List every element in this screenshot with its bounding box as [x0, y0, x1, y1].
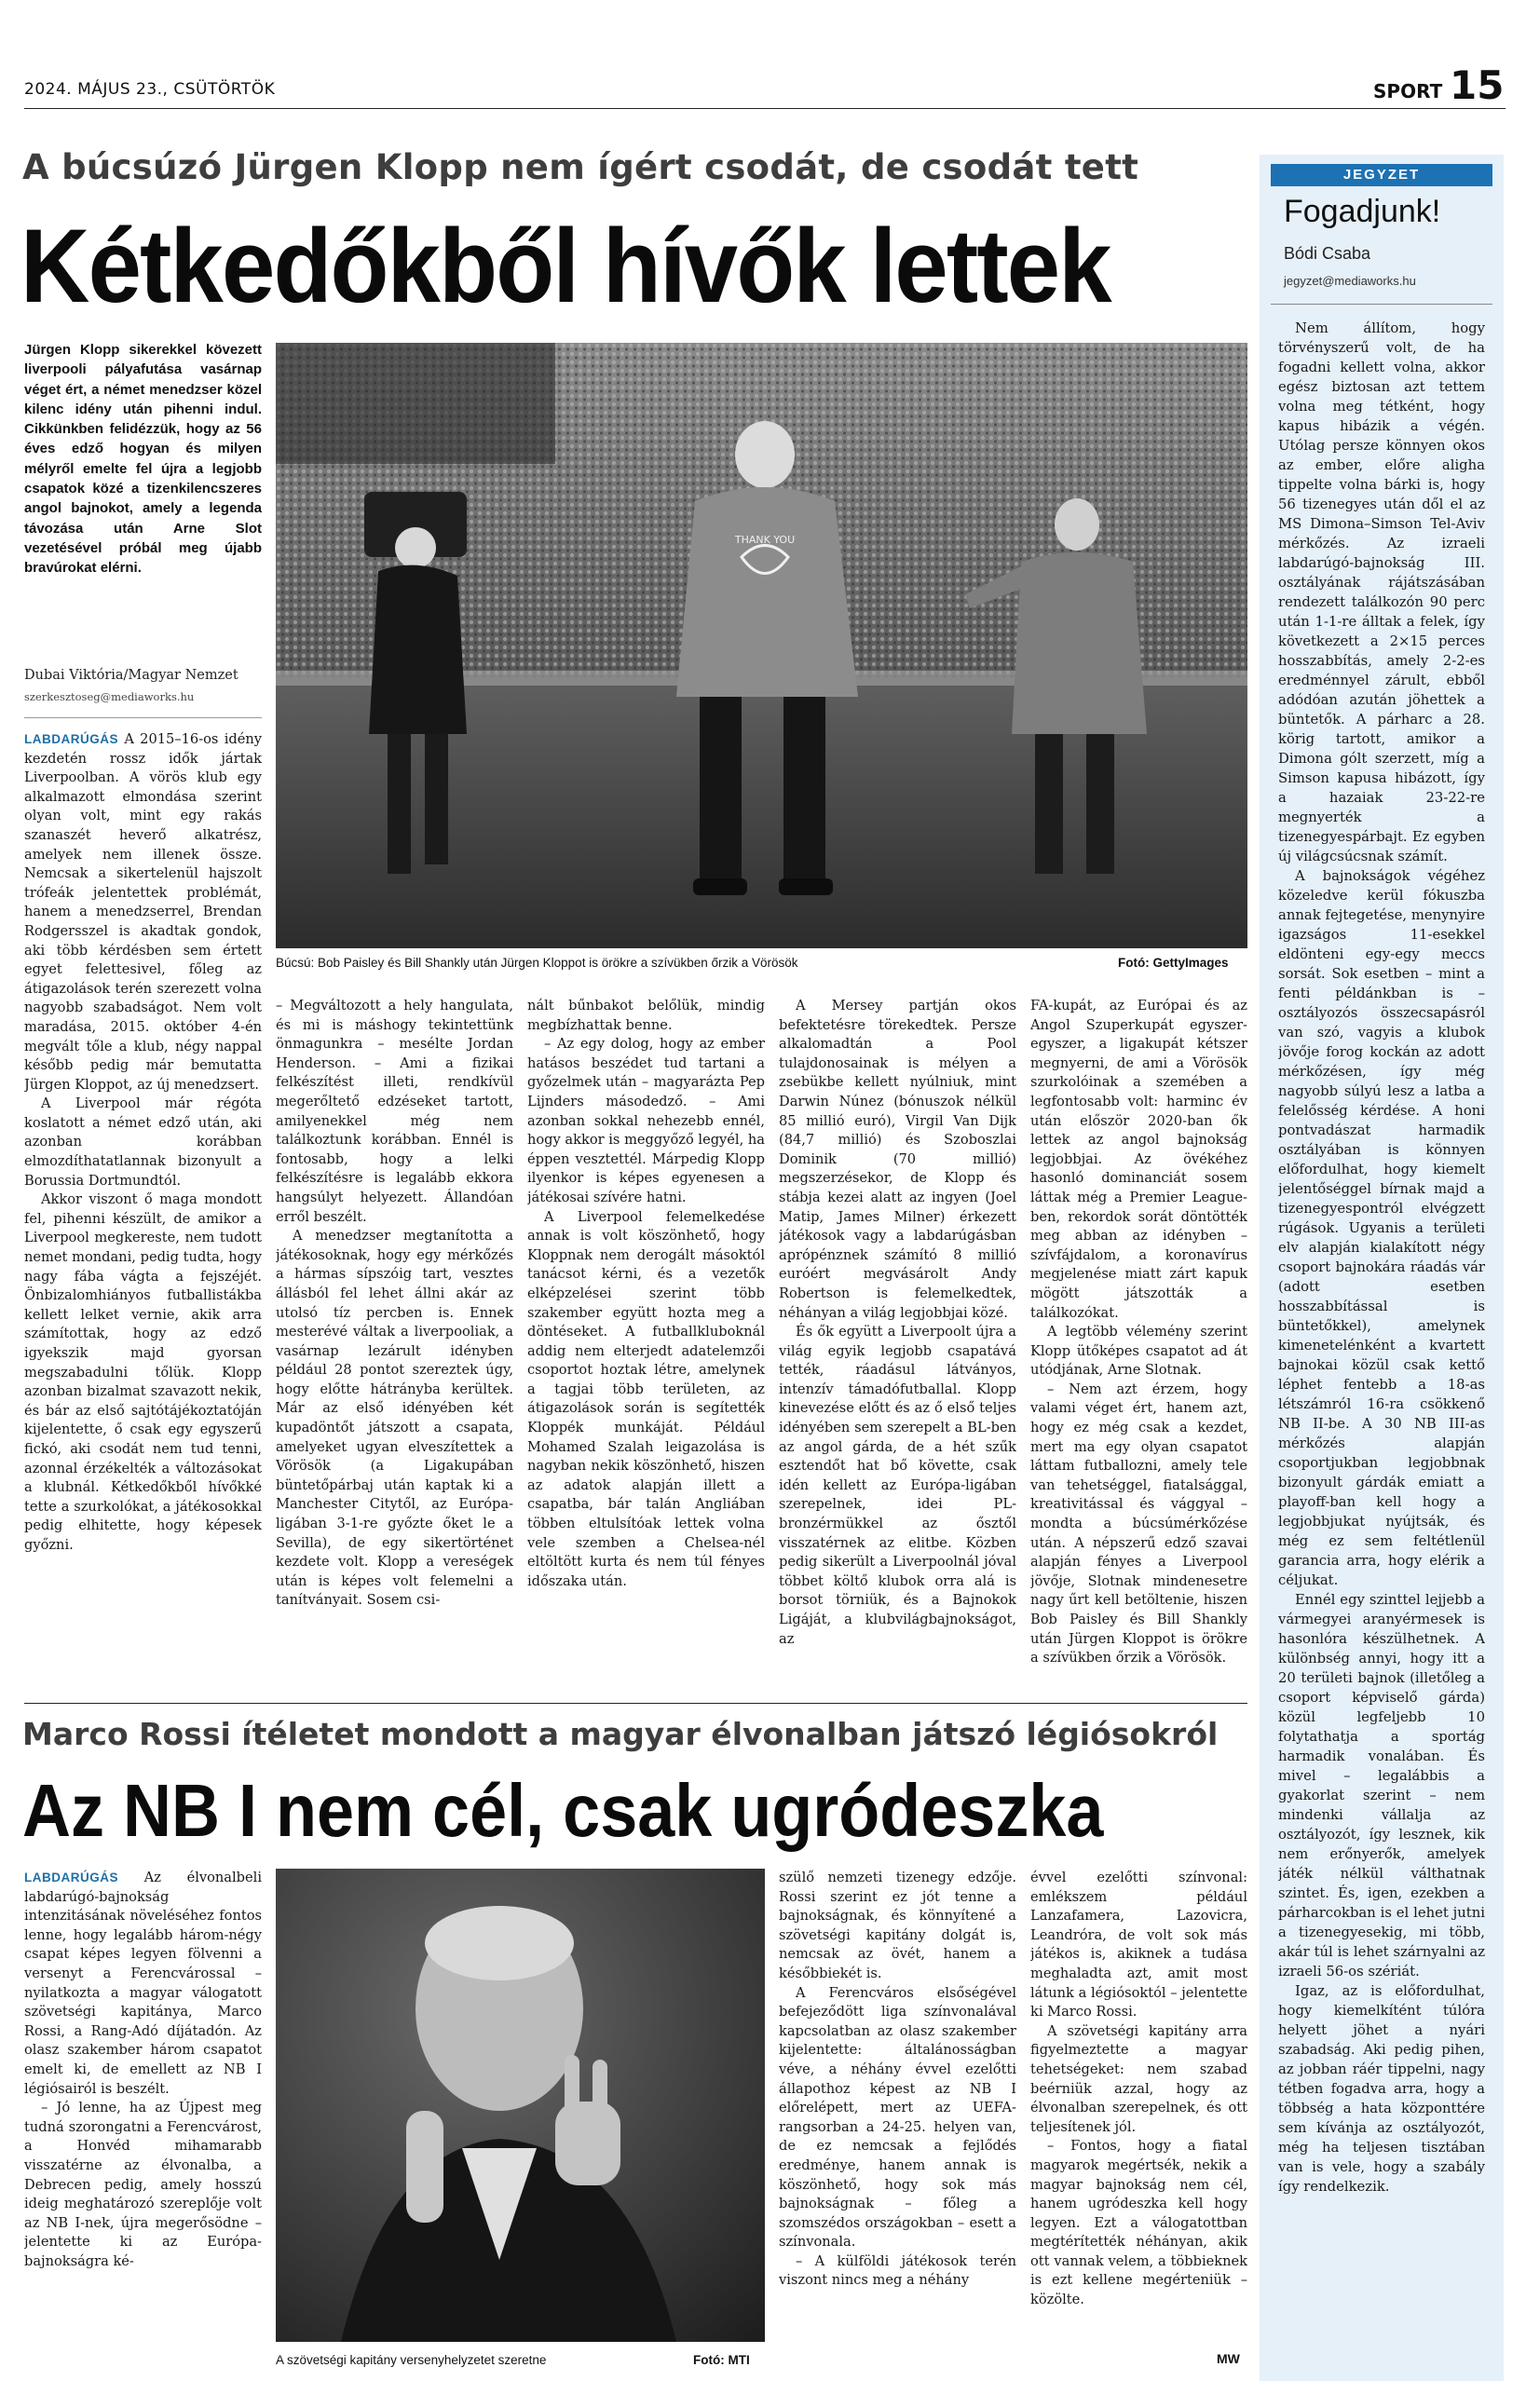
- article1-column-4: [779, 997, 1016, 1694]
- page-date: 2024. MÁJUS 23., CSÜTÖRTÖK: [24, 80, 276, 99]
- sidebar-email: jegyzet@mediaworks.hu: [1284, 274, 1416, 288]
- article1-paragraph: FA-kupát, az Európai és az Angol Szuperkupát egyszer-egyszer, a ligakupát kétszer megnyerni, de ami a Vörösök szurkolóinak a szemében a legfontosabb volt: harminc év után először 2020-ban ők lettek az angol bajnokság legjobbjai. Az övékéhez hasonló dominanciát sosem láttak még a Premier League-ben, rekordok sorát döntötték meg abban az idényben – szívfájdalom, a koronavírus megjelenése miatt zárt kapuk mögött játszották a találkozókat.: [1030, 998, 1247, 1321]
- klopp-photo-illustration: [276, 343, 1247, 948]
- rossi-photo-caption: A szövetségi kapitány versenyhelyzetet szeretne: [276, 2353, 547, 2367]
- rossi-photo-illustration: [276, 1869, 765, 2342]
- sidebar-paragraph: Ennél egy szinttel lejjebb a vármegyei aranyérmesek is hasonlóra készülhetnek. A különbség annyi, hogy itt a 20 területi bajnok (illetőleg a csoport képviselő gárda) közül legfeljebb 10 folytathatja a sportág harmadik vonalában. És mivel – legalábbis a gyakorlat szerint – nem mindenki vállalja az osztályozót, így lesznek, kik nem erőnyerők, amelyek játék nélkül válthatnak szintet. És, igen, ezekben a párharcokban is el lehet jutni a tizenegyesekig, mi több, akár túl is lehet szárnyalni az izraeli 56-os szériát.: [1278, 1592, 1485, 1979]
- article1-column-5: [1030, 997, 1247, 1694]
- article1-paragraph: – Az egy dolog, hogy az ember hatásos beszédet tud tartani a győzelmek után – magyarázta Pep Lijnders másodedző. – Ami azonban sokkal nehezebb ennél, hogy akkor is meggyőző legyél, ha éppen vesztettél. Márpedig Klopp ilyenkor is képes egyenesen a játékosai szívére hatni.: [527, 1036, 765, 1205]
- sidebar-label: JEGYZET: [1271, 164, 1492, 186]
- article1-byline-rule: [24, 717, 262, 718]
- article2-paragraph: – Fontos, hogy a fiatal magyarok megértsék, nekik a magyar bajnokság nem cél, hanem ugródeszka kell hogy legyen. Ezt a válogatottban megtérítették néhányan, akik ott vannak velem, a többieknek is ezt kellene megérteniük – közölte.: [1030, 2138, 1247, 2308]
- article2-kicker: LABDARÚGÁS: [24, 1871, 118, 1884]
- article1-paragraph: – Nem azt érzem, hogy valami véget ért, hanem azt, hogy ez még csak a kezdet, mert ma egy olyan csapatot láttam futballozni, amely tele van tehetséggel, fiatalsággal, kreativitással és vággyal – mondta a búcsúmérkőzése után. A népszerű edző szavai alapján fényes a Liverpool jövője, Slotnak mindenesetre nagy űrt kell betöltenie, hiszen Bob Paisley és Bill Shankly után Jürgen Kloppot is örökre a szívükben őrzik a Vörösök.: [1030, 1381, 1247, 1667]
- article2-column-2: [779, 1869, 1016, 2372]
- article1-paragraph: A 2015–16-os idény kezdetén rossz idők jártak Liverpoolban. A vörös klub egy alkalmazott elmondása szerint olyan volt, mint egy rakás szanaszét heverő alkatrész, amelyek nem illenek össze. Nemcsak a sikertelenül hajszolt trófeák jelentettek problémát, hanem a menedzserrel, Brendan Rodgersszel is akadtak gondok, aki több kérdésben sem értett egyet felettesivel, főleg az átigazolások terén szerezett volna nagyobb szabadságot. Nem volt maradása, 2015. október 4-én megvált tőle a klub, négy nappal később pedig már bemutatta Jürgen Kloppot, az új menedzsert.: [24, 731, 262, 1093]
- article2-column-3: [1030, 1869, 1247, 2348]
- klopp-photo: [276, 343, 1247, 948]
- article1-paragraph: A Liverpool felemelkedése annak is volt köszönhető, hogy Kloppnak nem derogált másoktól tanácsot kérni, és a vezetők elképzelései szerint több szakember együtt hozta meg a döntéseket. A futballkluboknál addig nem elterjedt adatelemzői csoportot hoztak létre, amelynek a tagjai több területen, az átigazolások során is segítették Kloppék munkáját. Például Mohamed Szalah leigazolása is nagyban nekik köszönhető, hiszen az adatok alapján illett a csapatba, bár talán Angliában többen eltulsítóak lettek volna vele szemben a Chelsea-nél eltöltött kurta és nem túl fényes időszaka után.: [527, 1208, 765, 1589]
- klopp-shirt-text: THANK YOU: [734, 534, 796, 546]
- sidebar-body: [1278, 319, 1485, 2349]
- rossi-photo-credit: Fotó: MTI: [693, 2353, 750, 2367]
- article1-column-2: [276, 997, 513, 1694]
- klopp-photo-credit: Fotó: GettyImages: [1118, 956, 1229, 970]
- article1-paragraph: A menedzser megtanította a játékosoknak, hogy egy mérkőzés a hármas sípszóig tart, vesztes állásból fel lehet állni akár az utolsó tíz percben is. Ennek mesterévé váltak a liverpooliak, a vasárnap lezárult idényben például 28 pontot szereztek úgy, hogy előtte hátrányba kerültek. Már az első idényében két kupadöntőt játszott a csapata, amelyeket ugyan elveszítettek a Vörösök (a Ligakupában büntetőpárbaj után kaptak ki a Manchester Citytől, az Európa-ligában 3-1-re győzte őket le a Sevilla), de egy sikertörténet kezdete volt. Klopp a vereségek után is képes volt felemelni a tanítványait. Sosem csi-: [276, 1228, 513, 1609]
- article2-signature: MW: [1217, 2351, 1240, 2366]
- article1-email: szerkesztoseg@mediaworks.hu: [24, 690, 195, 703]
- article1-column-3: [527, 997, 765, 1694]
- article2-paragraph: A szövetségi kapitány arra figyelmeztette a magyar tehetségeket: nem szabad beérniük azzal, hogy az élvonalban szerepelnek, és ott teljesítenek jól.: [1030, 2022, 1247, 2135]
- sidebar-paragraph: Nem állítom, hogy törvényszerű volt, de ha fogadni kellett volna, akkor egész biztosan azt tettem volna meg tétként, hogy kapus hibázik a végén. Utólag persze könnyen okos az ember, előre aligha tippelte volna bárki is, hogy 56 tizenegyes után dől el az MS Dimona–Simson Tel-Aviv mérkőzés. Az izraeli labdarúgó-bajnokság III. osztályának rájátszásában rendezett találkozón 90 perc után 1-1-re álltak a felek, így következett a 2×15 perces hosszabbítás, amely 2-2-es eredménnyel zárult, ebből adódóan azután jöhettek a büntetők. A párharc a 28. körig tartott, amikor a Dimona gólt szerzett, míg a Simson kapusa hibázott, így a hazaiak 23-22-re megnyerték a tizenegyespárbajt. Ez egyben új világcsúcsnak számít.: [1278, 320, 1485, 864]
- article2-paragraph: Az élvonalbeli labdarúgó-bajnokság intenzitásának növeléséhez fontos lenne, hogy legalább három-négy csapat képes legyen fölvenni a versenyt a Ferencvárossal – nyilatkozta a magyar válogatott szövetségi kapitánya, Marco Rossi, a Rang-Adó díjátadón. Az olasz szakember három csapatot emelt ki, de emellett az NB I légiósairól is beszélt.: [24, 1870, 262, 2097]
- article1-paragraph: Akkor viszont ő maga mondott fel, pihenni készült, de amikor a Liverpool megkereste, nem tudott nemet mondani, pedig tudta, hogy nagy fába vágta a fejszéjét. Önbizalomhiányos futballistákba kellett lelket vernie, akik arra számítottak, hogy az edző igyekszik majd gyorsan megszabadulni tőlük. Klopp azonban bizalmat szavazott nekik, és bár az első sajtótájékoztatóján kijelentette, ő csak egy egyszerű fickó, aki csodát nem tud tenni, azonnal érzékelték a változásokat a klubnál. Kétkedőkből hívőkké tette a szurkolókat, a játékosokkal pedig elhitette, hogy képesek győzni.: [24, 1191, 262, 1553]
- sidebar-paragraph: A bajnokságok végéhez közeledve kerül fókuszba annak fejtegetése, menynyire igazságos 11-esekkel eldönteni egy-egy meccs sorsát. Sok esetben – mint a fenti példánkban is – osztályozós összecsapásról van szó, vagyis a klubok jövője forog kockán az adott mérkőzésen, így még nagyobb súlyú lesz a latba a felelősség kérdése. A honi pontvadászat harmadik osztályában is könnyen előfordulhat, hogy kiemelt jelentőséggel bírnak majd a tizenegyespontról elvégzett rúgások. Ugyanis a területi elv alapján kialakított négy csoport bajnokára ráadás vár (adott esetben hosszabbítással is büntetőkkel), amelynek kimenetelénként a kvartett bajnokai közül csak kettő léphet fentebb a 18-as létszámról 16-ra csökkenő NB II-be. A 30 NB III-as mérkőzés alapján csoportjukban legjobbnak bizonyult gárdák emiatt a playoff-ban kell hogy a legjobbjukat nyújtsák, és még ez sem feltétlenül garancia arra, hogy elérik a céljukat.: [1278, 868, 1485, 1588]
- page-number: 15: [1450, 62, 1505, 108]
- article1-overline: A búcsúzó Jürgen Klopp nem ígért csodát, de csodát tett: [22, 147, 1139, 187]
- header-rule: [24, 108, 1506, 109]
- rossi-photo: [276, 1869, 765, 2342]
- article-separator-rule: [24, 1703, 1247, 1704]
- sidebar-paragraph: Igaz, az is előfordulhat, hogy kiemelkítént túlóra helyett jöhet a nyári szabadság. Aki pedig pihen, az jobban ráér tippelni, nagy tétben fogadva arra, hogy a többség a hata központtére sem kívánja az osztályozót, még ha teljesen tisztában van is vele, hogy a szabály így rendelkezik.: [1278, 1983, 1485, 2195]
- article1-column-1: [24, 730, 262, 1694]
- article2-headline: Az NB I nem cél, csak ugródeszka: [22, 1769, 1104, 1852]
- article1-paragraph: nált bűnbakot belőlük, mindig megbízhattak benne.: [527, 998, 765, 1033]
- article1-byline: Dubai Viktória/Magyar Nemzet: [24, 668, 238, 683]
- article2-paragraph: – Jó lenne, ha az Újpest meg tudná szorongatni a Ferencvárost, a Honvéd mihamarabb visszatérne az élvonalba, a Debrecen pedig, amely hosszú ideig meghatározó szereplője volt az NB I-nek, újra megerősödne – jelentette ki az Európa-bajnokságra ké-: [24, 2100, 262, 2269]
- article1-paragraph: A Liverpool már régóta koslatott a német edző után, aki azonban korábban elmozdíthatatlannak bizonyult a Borussia Dortmundtól.: [24, 1095, 262, 1189]
- article2-paragraph: – A külföldi játékosok terén viszont nincs meg a néhány: [779, 2252, 1016, 2289]
- article2-paragraph: évvel ezelőtti színvonal: emlékszem például Lanzafamera, Lazovicra, Leandróra, de volt sok más játékos is, akiknek a tudása meghaladta azt, amit most látunk a légiósoktól – jelentette ki Marco Rossi.: [1030, 1870, 1247, 2020]
- article1-paragraph: A Mersey partján okos befektetésre törekedtek. Persze alkalomadtán a Pool tulajdonosainak is mélyen a zsebükbe kellett nyúlniuk, mint Darwin Núnez (bónuszok nélkül 85 millió euró), Virgil Van Dijk (84,7 millió) és Szoboszlai Dominik (70 millió) megszerzésekor, de Klopp és stábja kezei alatt az ingyen (Joel Matip, James Milner) érkezett játékosok vagy a labdarúgásban aprópénznek számító 8 millió euróért megvásárolt Andy Robertson is felemelkedtek, néhányan a világ legjobbjai közé.: [779, 998, 1016, 1321]
- article1-paragraph: A legtöbb vélemény szerint Klopp ütőképes csapatot ad át utódjának, Arne Slotnak.: [1030, 1324, 1247, 1379]
- article1-lead: Jürgen Klopp sikerekkel kövezett liverpooli pályafutása vasárnap véget ért, a német menedzser közel kilenc idény után pihenni indul. Cikkünkben felidézzük, hogy az 56 éves edző hogyan és milyen mélyről emelte fel újra a legjobb csapatok közé a tizenkilencszeres angol bajnokot, amely a legenda távozása után Arne Slot vezetésével próbál meg újabb bravúrokat elérni.: [24, 342, 262, 577]
- sidebar-title: Fogadjunk!: [1284, 194, 1441, 229]
- article2-paragraph: szülő nemzeti tizenegy edzője. Rossi szerint ez jót tenne a bajnokságnak, és könnyítené a szövetségi kapitány dolgát is, nemcsak az övét, hanem a későbbiekét is.: [779, 1870, 1016, 1981]
- article2-overline: Marco Rossi ítéletet mondott a magyar élvonalban játszó légiósokról: [22, 1716, 1219, 1752]
- klopp-photo-caption: Búcsú: Bob Paisley és Bill Shankly után Jürgen Kloppot is örökre a szívükben őrzik a Vörösök: [276, 956, 798, 970]
- article1-paragraph: És ők együtt a Liverpoolt újra a világ egyik legjobb csapatává tették, ráadásul látványos, intenzív támadófutballal. Klopp kinevezése előtt és az ő első teljes idényében sem szerepelt a BL-ben az angol gárda, de a hét szűk esztendőt hat bő követte, csak idén kellett az Európa-ligában szerepelnek, idei PL-bronzérmükkel az ősztől visszatérnek az elitbe. Közben pedig sikerült a Liverpoolnál jóval többet költő klubok orra alá is borsot törniük, és a Bajnokok Ligáját, a klubvilágbajnokságot, az: [779, 1324, 1016, 1647]
- sidebar-author: Bódi Csaba: [1284, 244, 1371, 263]
- article1-paragraph: – Megváltozott a hely hangulata, és mi is máshogy tekintettünk önmagunkra – mesélte Jordan Henderson. – Ami a fizikai felkészítést illeti, rendkívül megerőltető edzéseket tartott, amilyenekkel még nem találkoztunk korábban. Ennél is fontosabb, hogy a lelki felkészítésre is legalább ekkora hangsúlyt helyezett. Állandóan erről beszélt.: [276, 998, 513, 1225]
- article1-kicker: LABDARÚGÁS: [24, 732, 118, 746]
- article2-column-1: [24, 1869, 262, 2372]
- article1-headline: Kétkedőkből hívők lettek: [20, 208, 1110, 324]
- sidebar-header-rule: [1271, 304, 1492, 305]
- section-name: SPORT: [1373, 80, 1443, 102]
- article2-paragraph: A Ferencváros elsőségével befejeződött liga színvonalával kapcsolatban az olasz szakember kijelentette: általánosságban véve, a néhány évvel ezelőtti állapothoz képest az NB I előrelépett, mert az UEFA-rangsorban a 24-25. helyen van, de ez nemcsak a fejlődés eredménye, hanem annak is köszönhető, hogy sok más bajnokságnak – főleg a szomszédos országokban – esett a színvonala.: [779, 1984, 1016, 2251]
